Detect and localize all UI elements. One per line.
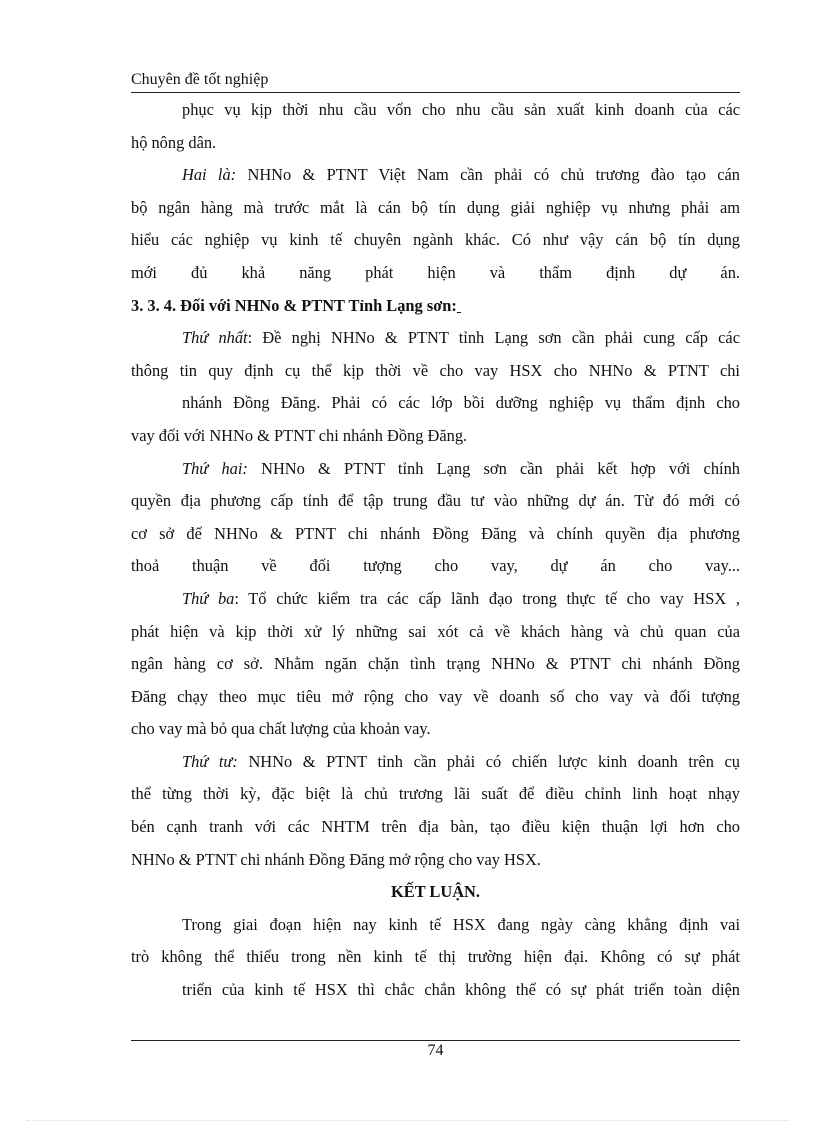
heading-underline-mark xyxy=(457,296,461,315)
running-header: Chuyên đề tốt nghiệp xyxy=(131,71,269,88)
paragraph-thu-nhat xyxy=(131,322,740,452)
paragraph-lead: Thứ nhất xyxy=(182,328,248,348)
text-line: quyền địa phương cấp tỉnh để tập trung đầu tư vào những dự án. Từ đó mới có xyxy=(131,491,740,511)
paragraph-lead: Hai là: xyxy=(182,165,237,185)
text-line xyxy=(131,322,740,355)
page-edge xyxy=(27,1120,789,1121)
text-line xyxy=(131,746,740,779)
paragraph-hai-la xyxy=(131,159,740,289)
paragraph-thu-ba xyxy=(131,583,740,746)
text-fragment: : Đề nghị NHNo & PTNT tỉnh Lạng sơn cần phải cung cấp các xyxy=(247,328,740,348)
text-line xyxy=(131,453,740,486)
text-fragment: NHNo & PTNT Việt Nam cần phải có chủ trương đào tạo cán xyxy=(247,165,740,185)
paragraph-thu-tu xyxy=(131,746,740,876)
paragraph-conclusion xyxy=(131,909,740,1007)
text-line: thể từng thời kỳ, đặc biệt là chủ trương lãi suất để điều chỉnh linh hoạt nhạy xyxy=(131,784,740,804)
paragraph-lead: Thứ tư: xyxy=(182,751,238,771)
text-line: Đăng chạy theo mục tiêu mở rộng cho vay về doanh số cho vay và đối tượng xyxy=(131,686,740,706)
text-line: hiểu các nghiệp vụ kinh tế chuyên ngành khác. Có như vậy cán bộ tín dụng xyxy=(131,230,740,250)
paragraph-lead: Thứ ba xyxy=(182,588,235,608)
text-line: vay đối với NHNo & PTNT chi nhánh Đồng Đăng. xyxy=(131,425,468,445)
header-divider xyxy=(131,92,740,93)
page-body xyxy=(131,94,740,1007)
text-line: mới đủ khả năng phát hiện và thẩm định dự án. xyxy=(131,262,740,282)
text-line: ngân hàng cơ sở. Nhằm ngăn chặn tình trạng NHNo & PTNT chi nhánh Đồng xyxy=(131,654,740,674)
conclusion-title: KẾT LUẬN. xyxy=(391,882,480,902)
section-heading-text: 3. 3. 4. Đối với NHNo & PTNT Tỉnh Lạng sơn: xyxy=(131,295,457,315)
section-heading xyxy=(131,290,740,323)
page-number: 74 xyxy=(427,1042,444,1059)
text-line: thoả thuận về đối tượng cho vay, dự án cho vay... xyxy=(131,556,740,576)
text-line: cơ sở để NHNo & PTNT chi nhánh Đồng Đăng và chính quyền địa phương xyxy=(131,523,740,543)
paragraph-thu-hai xyxy=(131,453,740,583)
text-line: thông tin quy định cụ thể kịp thời về cho vay HSX cho NHNo & PTNT chi xyxy=(131,360,740,380)
text-line: phát hiện và kịp thời xử lý những sai xót cả về khách hàng và chủ quan của xyxy=(131,621,740,641)
text-fragment: NHNo & PTNT tỉnh cần phải có chiến lược kinh doanh trên cụ xyxy=(248,751,740,771)
paragraph-lead: Thứ hai: xyxy=(182,458,248,478)
text-line: Trong giai đoạn hiện nay kinh tế HSX đang ngày càng khẳng định vai xyxy=(182,914,740,934)
text-fragment: NHNo & PTNT tỉnh Lạng sơn cần phải kết hợp với chính xyxy=(261,458,740,478)
text-line xyxy=(131,583,740,616)
text-line: phục vụ kịp thời nhu cầu vốn cho nhu cầu sản xuất kinh doanh của các xyxy=(182,100,740,119)
text-line: triển của kinh tế HSX thì chắc chắn không thể có sự phát triển toàn diện xyxy=(182,980,740,1000)
text-line: bén cạnh tranh với các NHTM trên địa bàn, tạo điều kiện thuận lợi hơn cho xyxy=(131,817,740,837)
text-line: cho vay mà bỏ qua chất lượng của khoản vay. xyxy=(131,719,431,739)
text-line: NHNo & PTNT chi nhánh Đồng Đăng mở rộng cho vay HSX. xyxy=(131,849,541,869)
text-line xyxy=(131,159,740,192)
text-line: nhánh Đồng Đăng. Phải có các lớp bồi dưỡng nghiệp vụ thẩm định cho xyxy=(182,393,740,413)
text-line: hộ nông dân. xyxy=(131,132,217,152)
text-line: bộ ngân hàng mà trước mắt là cán bộ tín dụng giải nghiệp vụ nhưng phải am xyxy=(131,197,740,217)
text-line: trò không thể thiếu trong nền kinh tế thị trường hiện đại. Không có sự phát xyxy=(131,947,740,967)
text-fragment: : Tổ chức kiểm tra các cấp lãnh đạo trong thực tế cho vay HSX , xyxy=(234,588,740,608)
paragraph-continuation xyxy=(131,94,740,159)
